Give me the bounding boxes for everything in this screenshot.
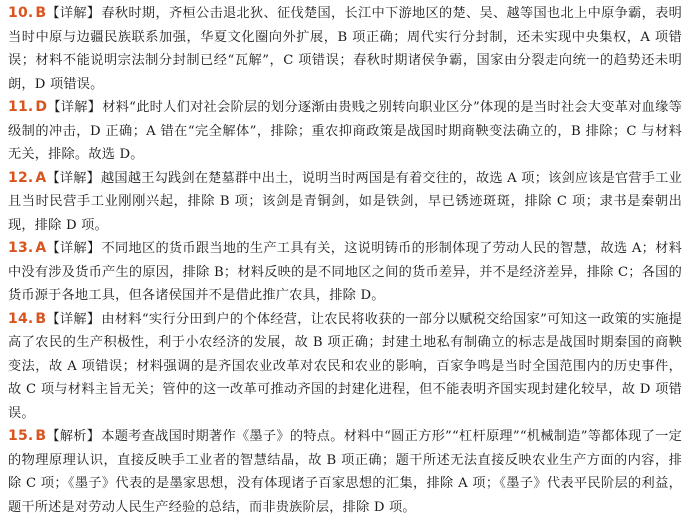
answer-letter: B [35, 310, 47, 327]
question-number: 10. [8, 5, 34, 21]
answer-letter: B [35, 5, 47, 21]
explanation-tag: 【详解】 [46, 6, 101, 21]
answer-letter: D [35, 99, 48, 115]
explanation-text: 不同地区的货币跟当地的生产工具有关，这说明铸币的形制体现了劳动人民的智慧，故选 A；材料中没有涉及货币产生的原因，排除 B；材料反映的是不同地区之间的货币差异，并不是经济差异，排除 C；各国的货币源于各地工具，但各诸侯国并不是借此推广农具，排除 D。 [8, 241, 682, 303]
explanation-text: 由材料“实行分田到户的个体经营，让农民将收获的一部分以赋税交给国家”可知这一政策的实施提高了农民的生产积极性，利于小农经济的发展，故 B 项正确；封建土地私有制确立的标志是战国时期秦国的商鞅变法，故 A 项错误；材料强调的是齐国农业改革对农民和农业的影响，百家争鸣是当时全国范围内的历史事件，故 C 项与材料主旨无关；管仲的这一改革可推动齐国的封建化进程，但不能表明齐国实现封建化较早，故 D 项错误。 [8, 311, 682, 421]
answer-item-12 [8, 167, 682, 238]
explanation-text: 越国越王勾践剑在楚墓群中出土，说明当时两国是有着交往的，故选 A 项；该剑应该是官营手工业且当时民营手工业刚刚兴起，排除 B 项；该剑是青铜剑，如是铁剑，早已锈迹斑斑，排除 C 项；隶书是秦朝出现，排除 D 项。 [8, 170, 682, 233]
answer-item-10 [8, 2, 682, 96]
explanation-tag: 【解析】 [46, 429, 101, 444]
answer-letter: A [35, 169, 47, 186]
explanation-text: 本题考查战国时期著作《墨子》的特点。材料中“圆正方形”“杠杆原理”“机械制造”等都体现了一定的物理原理认识，直接反映手工业者的智慧结晶，故 B 项正确；题干所述无法直接反映农业生产方面的内容，排除 C 项；《墨子》代表的是墨家思想，没有体现诸子百家思想的汇集，排除 A 项；《墨子》代表平民阶层的利益，题干所述是对劳动人民生产经验的总结，而非贵族阶层，排除 D 项。 [8, 429, 682, 515]
answer-item-14 [8, 308, 682, 426]
answer-item-13 [8, 237, 682, 308]
question-number: 15. [8, 428, 34, 444]
answer-item-11 [8, 96, 682, 167]
explanation-text: 春秋时期，齐桓公击退北狄、征伐楚国，长江中下游地区的楚、吴、越等国也北上中原争霸，表明当时中原与边疆民族联系加强，华夏文化圈向外扩展，B 项正确；周代实行分封制，还未实现中央集权，A 项错误；材料不能说明宗法制分封制已经“瓦解”，C 项错误；春秋时期诸侯争霸，国家由分裂走向统一的趋势还未明朗，D 项错误。 [8, 6, 682, 92]
answer-item-15 [8, 425, 682, 519]
question-number: 14. [8, 310, 34, 327]
question-number: 12. [8, 169, 34, 186]
answer-letter: A [35, 240, 47, 256]
explanation-tag: 【详解】 [46, 241, 101, 256]
explanation-tag: 【详解】 [46, 170, 101, 186]
question-number: 11. [8, 99, 34, 115]
answer-letter: B [35, 428, 47, 444]
explanation-tag: 【详解】 [47, 100, 102, 115]
explanation-tag: 【详解】 [46, 311, 101, 327]
question-number: 13. [8, 240, 34, 256]
explanation-text: 材料“此时人们对社会阶层的划分逐渐由贵贱之别转向职业区分”体现的是当时社会大变革对血缘等级制的冲击，D 正确；A 错在“完全解体”，排除；重农抑商政策是战国时期商鞅变法确立的，B 排除；C 与材料无关，排除。故选 D。 [8, 100, 682, 162]
